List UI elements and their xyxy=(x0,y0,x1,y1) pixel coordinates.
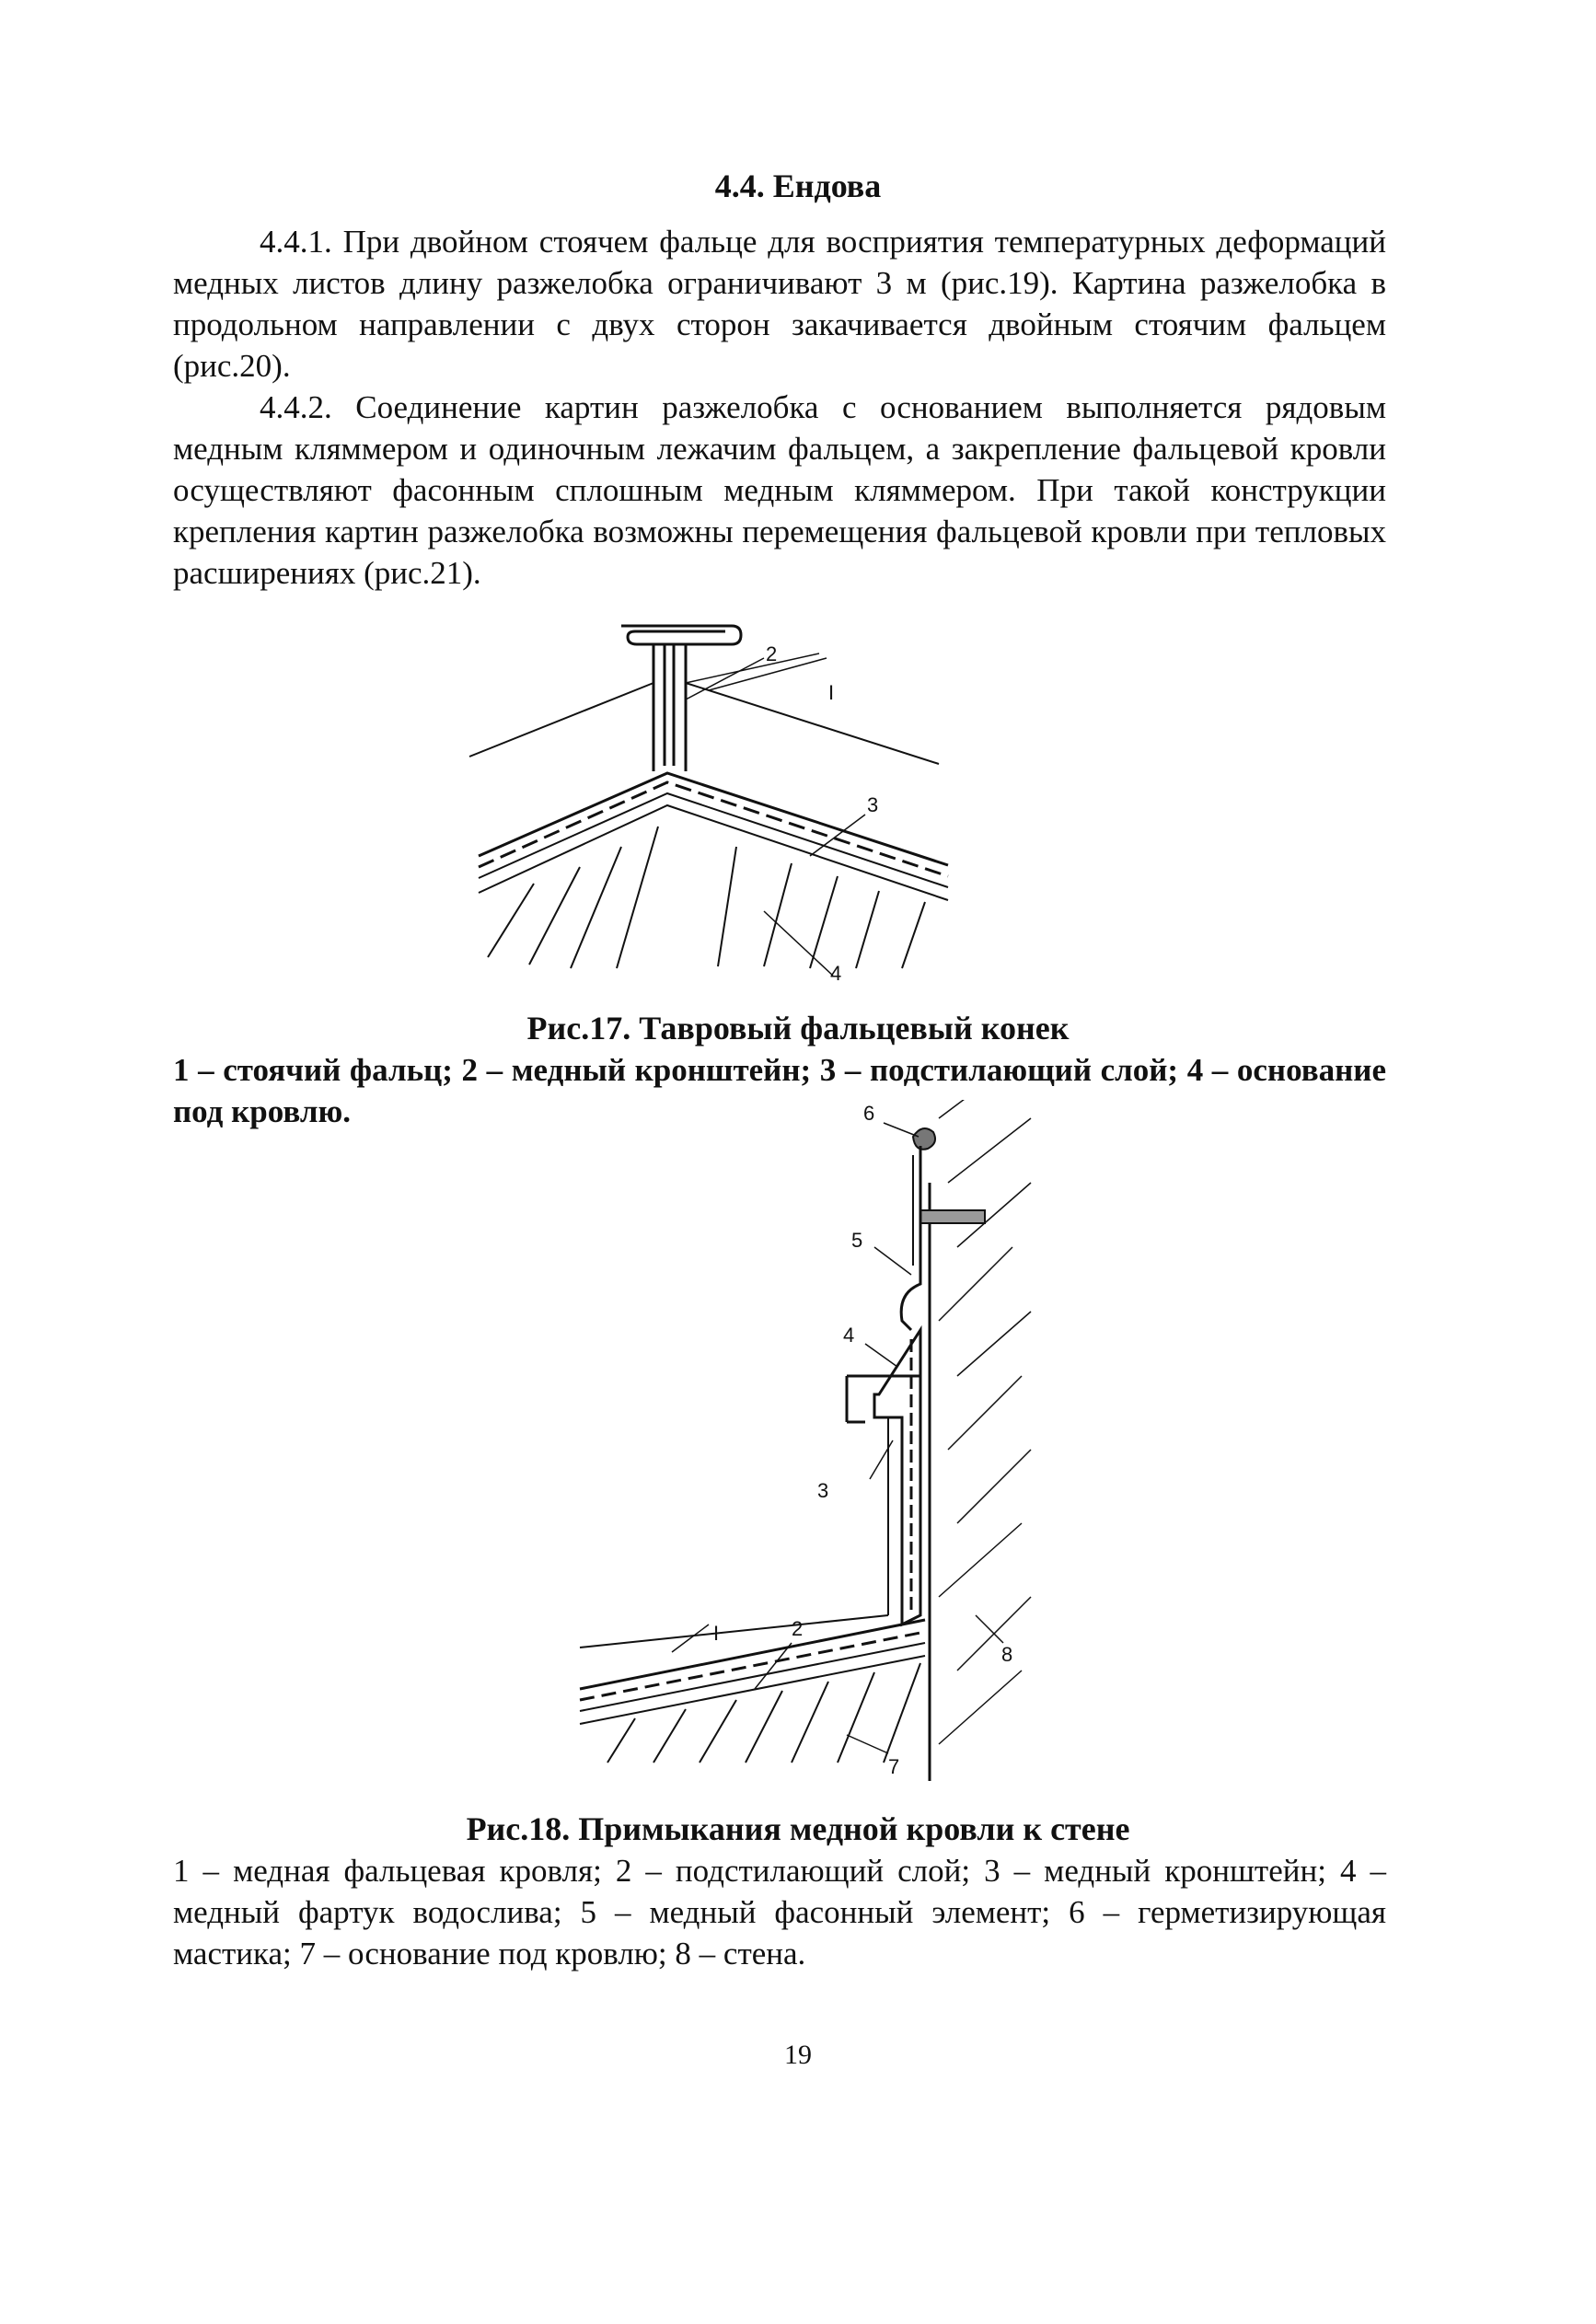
figure-18-wall-junction-drawing xyxy=(571,1100,1068,1781)
figure-17-caption: Рис.17. Тавровый фальцевый конек xyxy=(526,1010,1070,1046)
fig18-label-7: 7 xyxy=(888,1755,900,1778)
fig17-label-2: 2 xyxy=(766,642,778,665)
fig17-label-4: 4 xyxy=(830,962,842,985)
fig18-label-4: 4 xyxy=(843,1324,855,1347)
fig18-label-1: I xyxy=(713,1622,720,1645)
figure-17-legend: 1 – стоячий фальц; 2 – медный кронштейн; 3 – подстилающий слой; 4 – основание под кровлю. xyxy=(173,1052,1386,1129)
figure-18-caption: Рис.18. Примыкания медной кровли к стене xyxy=(466,1810,1130,1847)
fig18-label-3: 3 xyxy=(817,1479,829,1502)
fig17-label-1: I xyxy=(828,681,835,704)
fig18-label-8: 8 xyxy=(1001,1643,1013,1666)
section-heading: 4.4. Ендова xyxy=(714,168,882,204)
page-number: 19 xyxy=(784,2040,812,2070)
fig18-label-6: 6 xyxy=(863,1102,875,1125)
fig18-label-2: 2 xyxy=(792,1617,804,1640)
paragraph-4-4-1: 4.4.1. При двойном стоячем фальце для восприятия температурных деформаций медных листов длину разжелобка ограничивают 3 м (рис.19). Картина разжелобка в продольном направлении с двух сторон закачивается двойным стоячим фальцем (рис.20). xyxy=(173,224,1386,384)
fig18-label-5: 5 xyxy=(851,1229,863,1252)
fig17-label-3: 3 xyxy=(867,793,879,816)
section-body xyxy=(173,221,1386,594)
figure-18-legend: 1 – медная фальцевая кровля; 2 – подстилающий слой; 3 – медный кронштейн; 4 – медный фартук водослива; 5 – медный фасонный элемент; 6 – герметизирующая мастика; 7 – основание под кровлю; 8 – стена. xyxy=(173,1853,1386,1971)
figure-17-ridge-drawing xyxy=(460,617,976,985)
paragraph-4-4-2: 4.4.2. Соединение картин разжелобка с основанием выполняется рядовым медным кляммером и одиночным лежачим фальцем, а закрепление фальцевой кровли осуществляют фасонным сплошным медным кляммером. При такой конструкции крепления картин разжелобка возможны перемещения фальцевой кровли при тепловых расширениях (рис.21). xyxy=(173,389,1386,591)
